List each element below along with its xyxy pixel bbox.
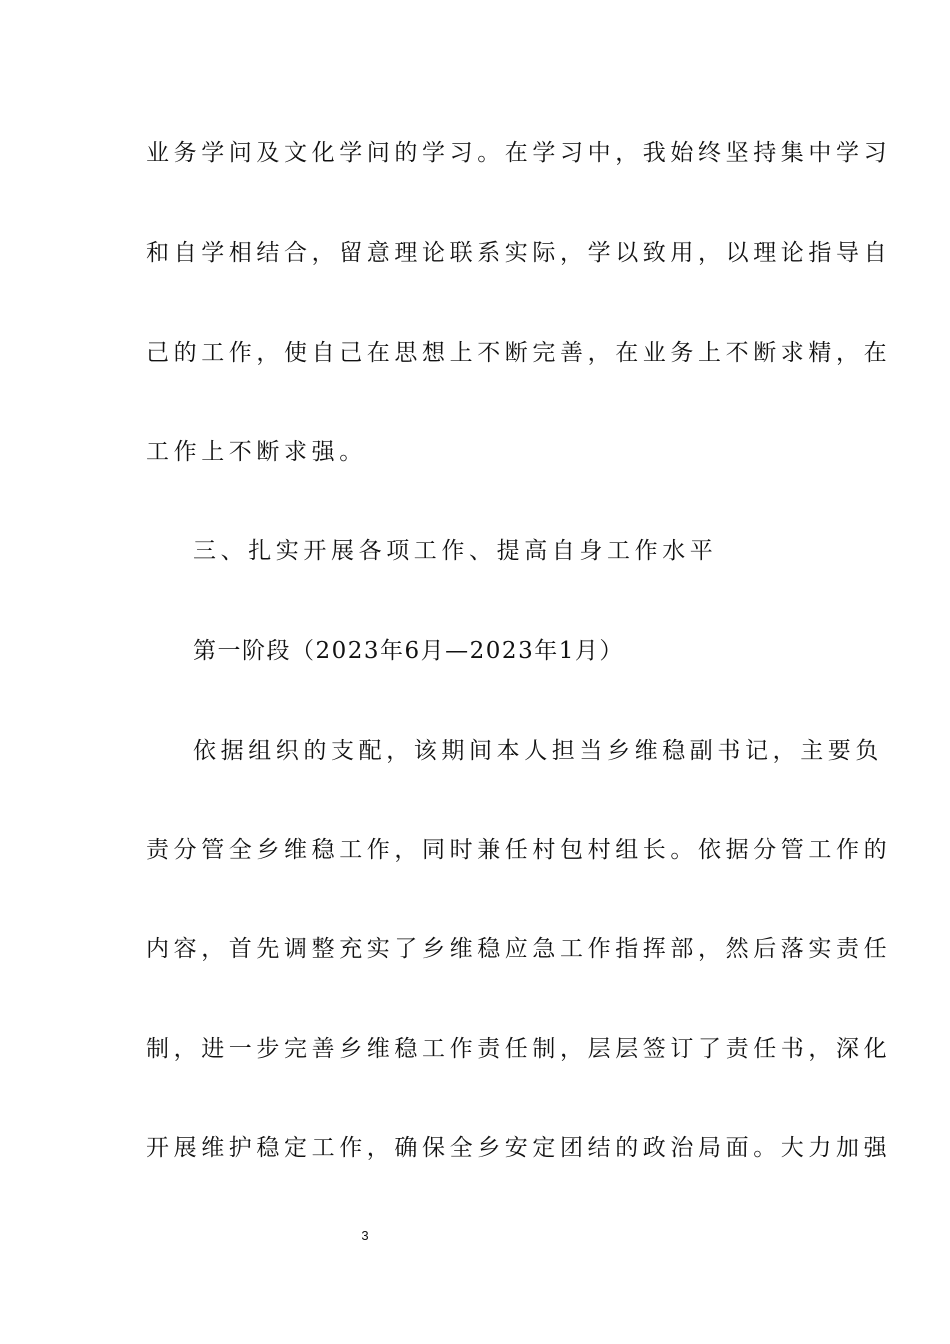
subsection-heading: 第一阶段（2023年6月—2023年1月） (193, 638, 624, 664)
body-text-line: 开展维护稳定工作，确保全乡安定团结的政治局面。大力加强 (146, 1135, 892, 1161)
body-text-line: 内容，首先调整充实了乡维稳应急工作指挥部，然后落实责任 (146, 936, 892, 962)
body-text-line: 责分管全乡维稳工作，同时兼任村包村组长。依据分管工作的 (146, 837, 892, 863)
body-text-line: 业务学问及文化学问的学习。在学习中，我始终坚持集中学习 (146, 140, 892, 166)
body-text-line: 工作上不断求强。 (146, 439, 367, 465)
paragraph-first-line: 依据组织的支配，该期间本人担当乡维稳副书记，主要负 (193, 738, 883, 764)
body-text-line: 和自学相结合，留意理论联系实际，学以致用，以理论指导自 (146, 240, 892, 266)
body-text-line: 制，进一步完善乡维稳工作责任制，层层签订了责任书，深化 (146, 1036, 892, 1062)
page-number: 3 (361, 1228, 369, 1243)
section-heading: 三、扎实开展各项工作、提高自身工作水平 (193, 538, 718, 564)
body-text-line: 己的工作，使自己在思想上不断完善，在业务上不断求精，在 (146, 340, 892, 366)
